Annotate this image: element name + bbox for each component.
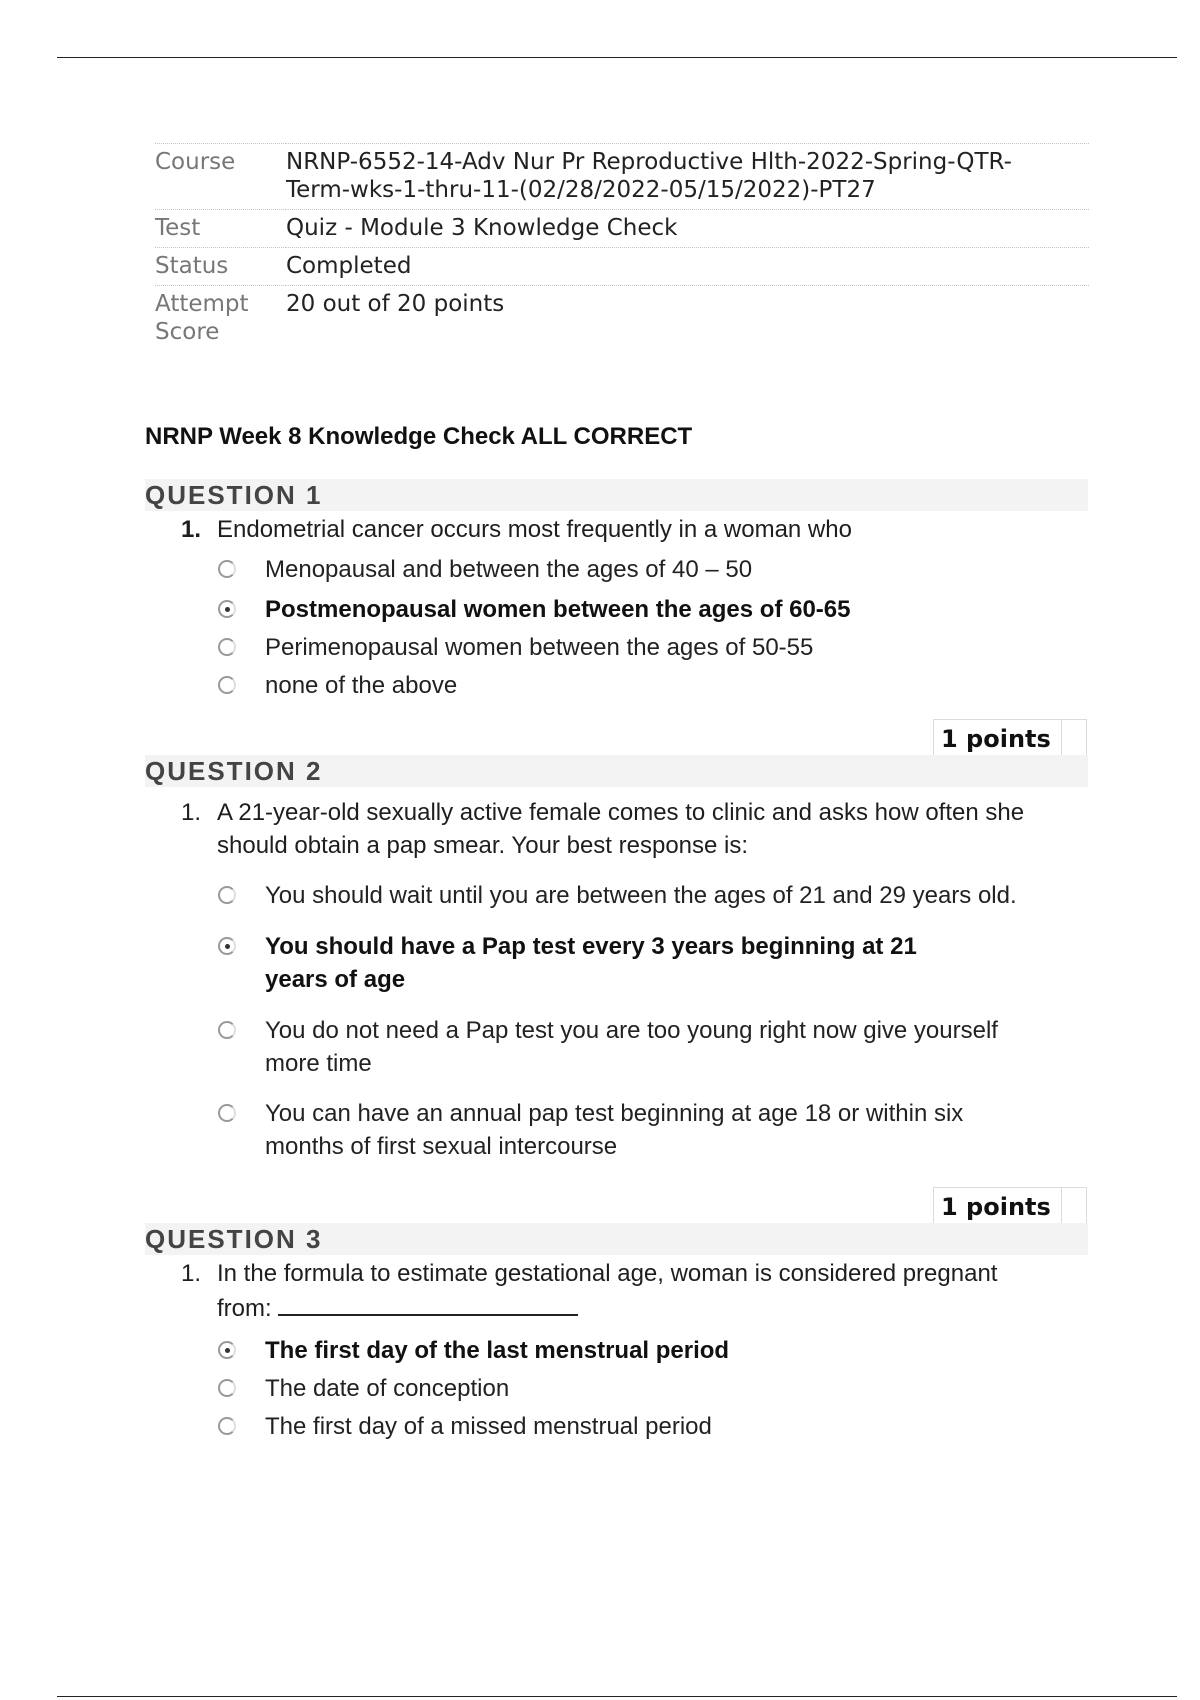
top-rule [57, 57, 1177, 58]
attempt-score-label: Attempt Score [155, 286, 286, 351]
question-3-header [145, 1223, 1088, 1255]
question-1-option-3[interactable]: Perimenopausal women between the ages of 50-55 [218, 631, 1068, 664]
attempt-score-value: 20 out of 20 points [286, 286, 1089, 351]
radio-selected-icon[interactable] [218, 937, 236, 955]
question-2-header [145, 755, 1088, 787]
attempt-info-table [155, 143, 1089, 350]
page-heading: NRNP Week 8 Knowledge Check ALL CORRECT [145, 423, 693, 450]
radio-icon[interactable] [218, 1379, 236, 1397]
course-value: NRNP-6552-14-Adv Nur Pr Reproductive Hlth-2022-Spring-QTR- Term-wks-1-thru-11-(02/28/2022-05/15/2022)-PT27 [286, 144, 1089, 210]
radio-icon[interactable] [218, 560, 236, 578]
attempt-score-row [155, 286, 1089, 351]
radio-icon[interactable] [218, 638, 236, 656]
radio-icon[interactable] [218, 1417, 236, 1435]
test-label: Test [155, 210, 286, 248]
radio-icon[interactable] [218, 886, 236, 904]
points-box [1061, 719, 1086, 759]
question-2-text: 1. A 21-year-old sexually active female comes to clinic and asks how often she should obtain a pap smear. Your best response is: [181, 799, 1025, 859]
question-3-title: QUESTION 3 [145, 1224, 323, 1254]
question-2-option-3[interactable]: You do not need a Pap test you are too young right now give yourself more time [218, 1014, 1068, 1080]
course-label: Course [155, 144, 286, 210]
question-1-points: 1 points [933, 719, 1087, 759]
question-3-option-2[interactable]: The date of conception [218, 1372, 1068, 1405]
answer-blank-line [278, 1290, 578, 1316]
radio-selected-icon[interactable] [218, 600, 236, 618]
test-row [155, 210, 1089, 248]
question-1-option-1[interactable]: Menopausal and between the ages of 40 – 50 [218, 553, 1068, 586]
status-row [155, 248, 1089, 286]
question-2-option-1[interactable]: You should wait until you are between the ages of 21 and 29 years old. [218, 879, 1068, 912]
question-1-text: 1. Endometrial cancer occurs most frequently in a woman who [181, 516, 852, 543]
question-3-text: 1. In the formula to estimate gestational age, woman is considered pregnant from: [181, 1260, 998, 1322]
course-row [155, 144, 1089, 210]
question-1-option-4[interactable]: none of the above [218, 669, 1068, 702]
question-1-title: QUESTION 1 [145, 480, 323, 510]
radio-icon[interactable] [218, 1104, 236, 1122]
question-2-points: 1 points [933, 1187, 1087, 1227]
points-box [1061, 1187, 1086, 1227]
question-3-option-1[interactable]: The first day of the last menstrual period [218, 1334, 1068, 1367]
question-2-title: QUESTION 2 [145, 756, 323, 786]
question-1-option-2[interactable]: Postmenopausal women between the ages of 60-65 [218, 593, 1068, 626]
test-value: Quiz - Module 3 Knowledge Check [286, 210, 1089, 248]
question-2-option-2[interactable]: You should have a Pap test every 3 years beginning at 21 years of age [218, 930, 1068, 996]
bottom-rule [57, 1696, 1177, 1697]
radio-selected-icon[interactable] [218, 1341, 236, 1359]
status-value: Completed [286, 248, 1089, 286]
question-3-option-3[interactable]: The first day of a missed menstrual period [218, 1410, 1068, 1443]
radio-icon[interactable] [218, 1021, 236, 1039]
question-1-header [145, 479, 1088, 511]
question-2-option-4[interactable]: You can have an annual pap test beginning at age 18 or within six months of first sexual intercourse [218, 1097, 1068, 1163]
radio-icon[interactable] [218, 676, 236, 694]
status-label: Status [155, 248, 286, 286]
